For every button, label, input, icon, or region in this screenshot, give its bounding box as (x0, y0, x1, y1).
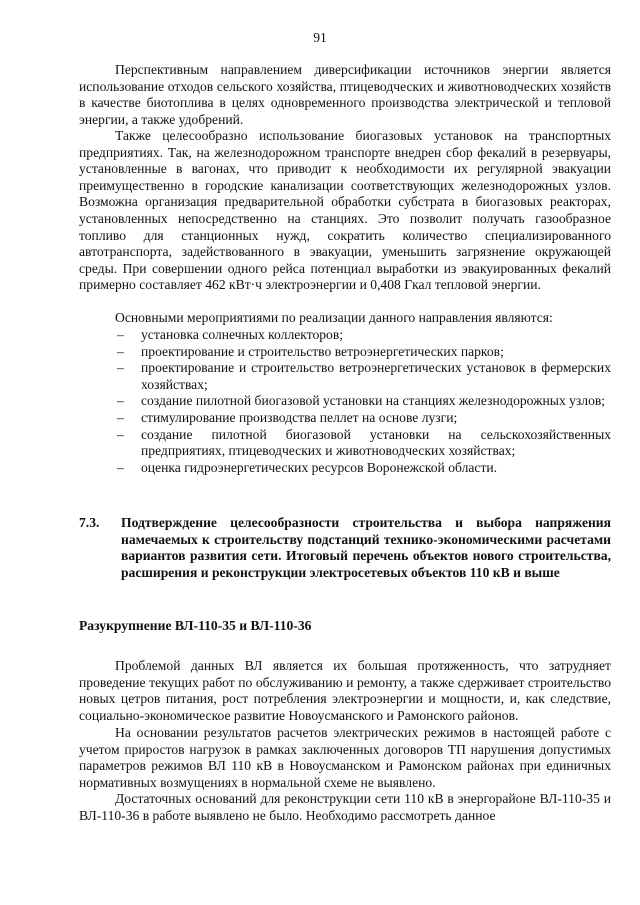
list-dash: – (117, 343, 124, 359)
list-dash: – (117, 426, 124, 442)
list-item (117, 327, 611, 344)
paragraph-conclusion: Достаточных оснований для реконструкции сети 110 кВ в энергорайоне ВЛ-110-35 и ВЛ-110-36 в работе выявлено не было. Необходимо рассмотреть данное (79, 791, 611, 823)
list-item (117, 393, 611, 410)
list-dash: – (117, 360, 124, 376)
section-heading (79, 515, 611, 581)
paragraph-biogas-transport: Также целесообразно использование биогазовых установок на транспортных предприятиях. Так, на железнодорожном транспорте внедрен сбор фекалий в резервуары, установленные в вагонах, что приводит к необходимости их регулярной эвакуации преимущественно в городские канализации соответствующих железнодорожных узлов. Возможна организация предварительной обработки субстрата в биогазовых реакторах, установленных непосредственно на станциях. Это позволит получать газообразное топливо для станционных нужд, сократить количество специализированного автотранспорта, задействованного в эвакуации, уменьшить загрязнение окружающей среды. При совершении одного рейса потенциал выработки из эвакуированных фекалий примерно составляет 462 кВт·ч электроэнергии и 0,408 Гкал тепловой энергии. (79, 128, 611, 293)
list-item (117, 410, 611, 427)
list-item (117, 360, 611, 393)
section-title: Подтверждение целесообразности строительства и выбора напряжения намечаемых к строительству подстанций технико-экономическими расчетами вариантов развития сети. Итоговый перечень объектов нового строительства, расширения и реконструкции электросетевых объектов 110 кВ и выше (121, 515, 611, 580)
list-item (117, 344, 611, 361)
list-dash: – (117, 327, 124, 342)
list-item-text: создание пилотной биогазовой установки на станциях железнодорожных узлов; (141, 393, 606, 409)
measures-list (117, 327, 611, 476)
paragraph-measures-intro: Основными мероприятиями по реализации данного направления являются: (115, 310, 553, 325)
section-number: 7.3. (79, 515, 100, 530)
list-item-text: проектирование и строительство ветроэнергетических парков; (141, 343, 504, 359)
list-item-text: проектирование и строительство ветроэнергетических установок в фермерских хозяйствах; (141, 360, 611, 392)
list-item (117, 427, 611, 460)
list-dash: – (117, 409, 124, 425)
subheading: Разукрупнение ВЛ-110-35 и ВЛ-110-36 (79, 618, 312, 633)
list-item-text: стимулирование производства пеллет на основе лузги; (141, 409, 458, 425)
list-item-text: установка солнечных коллекторов; (141, 327, 344, 342)
list-dash: – (117, 393, 124, 409)
paragraph-calculations: На основании результатов расчетов электрических режимов в настоящей работе с учетом приростов нагрузок в рамках заключенных договоров ТП нарушения допустимых параметров режимов ВЛ 110 кВ в Новоусманском и Рамонском районах при единичных нормативных возмущениях в нормальной схеме не выявлено. (79, 725, 611, 790)
page-number: 91 (313, 30, 327, 45)
paragraph-biofuel: Перспективным направлением диверсификации источников энергии является использование отходов сельского хозяйства, птицеводческих и животноводческих хозяйств в качестве биотоплива в целях одновременного производства электрической и тепловой энергии, а также удобрений. (79, 62, 611, 127)
list-item (117, 460, 611, 477)
list-item-text: оценка гидроэнергетических ресурсов Воронежской области. (141, 459, 498, 475)
paragraph-problem: Проблемой данных ВЛ является их большая протяженность, что затрудняет проведение текущих работ по обслуживанию и ремонту, а также сдерживает строительство новых цетров питания, рост потребления электроэнергии и мощности, и, как следствие, социально-экономическое развитие Новоусманского и Рамонского районов. (79, 658, 611, 723)
list-dash: – (117, 459, 124, 475)
list-item-text: создание пилотной биогазовой установки на сельскохозяйственных предприятиях, птицеводческих и животноводческих хозяйствах; (141, 426, 611, 459)
